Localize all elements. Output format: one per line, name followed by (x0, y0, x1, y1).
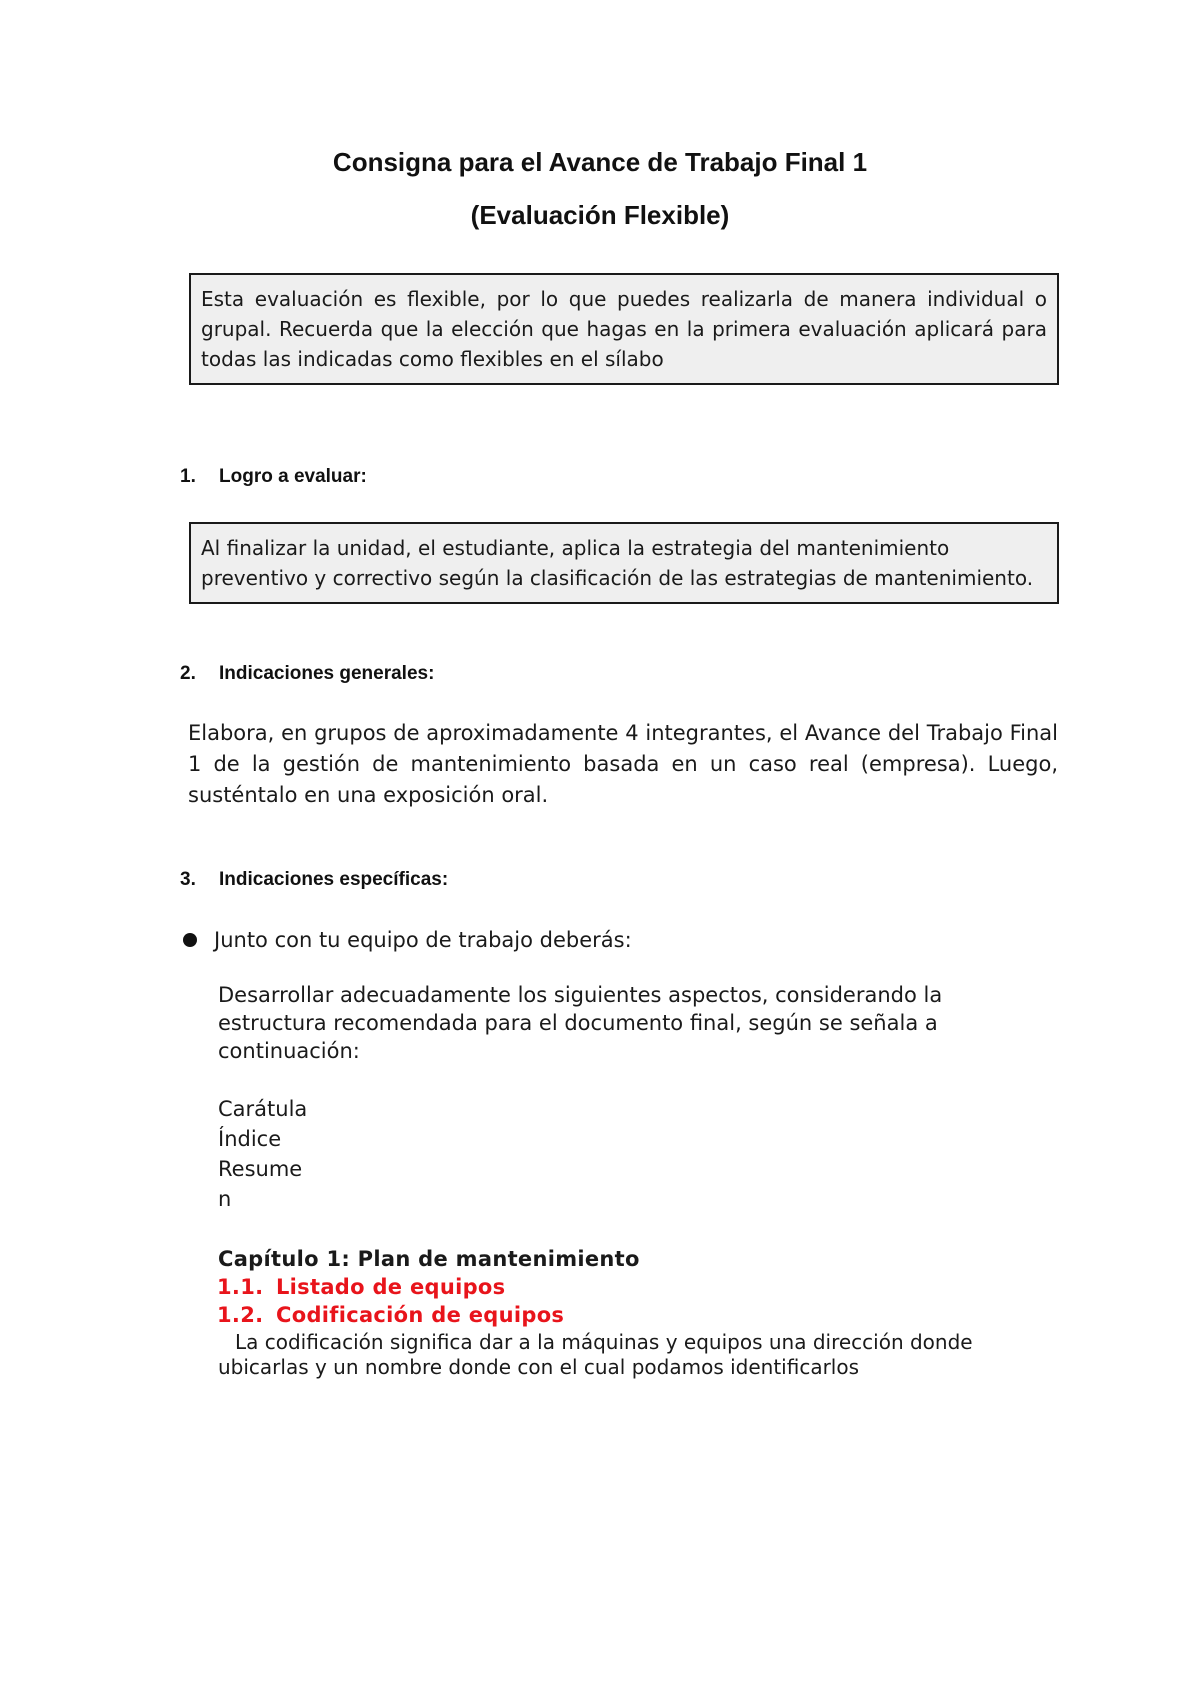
subsection-number: 1.1. (217, 1275, 264, 1299)
bullet-text: Junto con tu equipo de trabajo deberás: (214, 928, 632, 952)
section-3-heading (180, 869, 448, 891)
codification-description: La codificación significa dar a la máquinas y equipos una dirección donde ubicarlas y un nombre donde con el cual podamos identificarlos (218, 1330, 973, 1379)
subsection-1-2 (217, 1301, 564, 1329)
develop-aspects-text: Desarrollar adecuadamente los siguientes aspectos, considerando la estructura recomendada para el documento final, según se señala a continuación: (218, 983, 943, 1063)
section-3-number: 3. (180, 869, 196, 890)
document-title: Consigna para el Avance de Trabajo Final 1 (332, 147, 868, 177)
intro-notice-box (189, 273, 1059, 385)
structure-list (218, 1095, 1018, 1215)
bullet-item (183, 925, 632, 955)
section-1-heading (180, 466, 367, 488)
structure-item: Índice (218, 1127, 282, 1151)
section-2-number: 2. (180, 663, 196, 684)
chapter-1-title: Capítulo 1: Plan de mantenimiento (218, 1247, 640, 1271)
subsection-number: 1.2. (217, 1303, 264, 1327)
section-3-title: Indicaciones específicas: (219, 869, 449, 890)
subsection-1-1 (217, 1273, 505, 1301)
subsection-label: Listado de equipos (276, 1275, 506, 1299)
logro-box (189, 522, 1059, 604)
section-2-heading (180, 663, 434, 685)
general-indications-text: Elabora, en grupos de aproximadamente 4 integrantes, el Avance del Trabajo Final 1 de la gestión de mantenimiento basada en un caso real (empresa). Luego, susténtalo en una exposición oral. (188, 721, 1058, 807)
structure-item: n (218, 1187, 232, 1211)
intro-notice-text: Esta evaluación es flexible, por lo que puedes realizarla de manera individual o grupal. Recuerda que la elección que hagas en la primera evaluación aplicará para todas las indicadas como flexibles en el sílabo (201, 287, 1047, 371)
bullet-dot-icon (183, 933, 197, 947)
section-2-title: Indicaciones generales: (219, 663, 435, 684)
logro-text: Al finalizar la unidad, el estudiante, aplica la estrategia del mantenimiento preventivo y correctivo según la clasificación de las estrategias de mantenimiento. (201, 536, 1034, 590)
document-subtitle: (Evaluación Flexible) (470, 200, 730, 230)
structure-item: Resume (218, 1157, 303, 1181)
section-1-title: Logro a evaluar: (219, 466, 367, 487)
subsection-label: Codificación de equipos (276, 1303, 565, 1327)
structure-item: Carátula (218, 1097, 308, 1121)
section-1-number: 1. (180, 466, 196, 487)
